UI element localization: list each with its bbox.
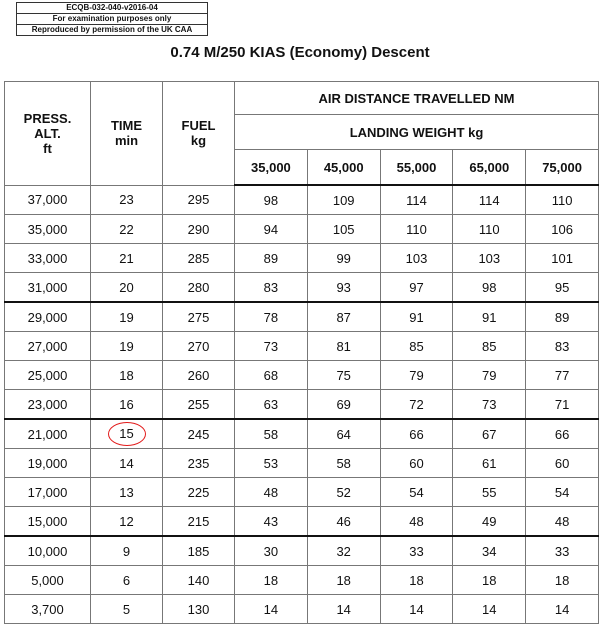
cell-air-distance: 109 (307, 185, 380, 215)
cell-air-distance: 87 (307, 302, 380, 332)
cell-time: 14 (91, 449, 163, 478)
cell-time: 20 (91, 273, 163, 303)
cell-press-alt: 15,000 (5, 507, 91, 537)
cell-fuel: 215 (163, 507, 235, 537)
cell-air-distance: 54 (380, 478, 453, 507)
cell-press-alt: 33,000 (5, 244, 91, 273)
cell-time: 13 (91, 478, 163, 507)
cell-time: 19 (91, 302, 163, 332)
stamp-permission: Reproduced by permission of the UK CAA (31, 25, 193, 34)
cell-air-distance: 52 (307, 478, 380, 507)
header-air-distance: AIR DISTANCE TRAVELLED NM (235, 82, 599, 115)
table-row (5, 595, 599, 624)
cell-fuel: 275 (163, 302, 235, 332)
cell-time: 9 (91, 536, 163, 566)
cell-air-distance: 67 (453, 419, 526, 449)
cell-air-distance: 93 (307, 273, 380, 303)
cell-air-distance: 46 (307, 507, 380, 537)
cell-air-distance: 48 (235, 478, 308, 507)
cell-air-distance: 75 (307, 361, 380, 390)
cell-air-distance: 18 (307, 566, 380, 595)
header-weight: 75,000 (526, 150, 599, 186)
cell-air-distance: 91 (453, 302, 526, 332)
cell-fuel: 245 (163, 419, 235, 449)
header-time: TIME min (91, 82, 163, 186)
cell-air-distance: 103 (380, 244, 453, 273)
cell-air-distance: 78 (235, 302, 308, 332)
cell-press-alt: 29,000 (5, 302, 91, 332)
cell-air-distance: 60 (380, 449, 453, 478)
cell-air-distance: 83 (526, 332, 599, 361)
cell-air-distance: 14 (526, 595, 599, 624)
table-row (5, 215, 599, 244)
cell-fuel: 255 (163, 390, 235, 420)
cell-air-distance: 97 (380, 273, 453, 303)
cell-air-distance: 54 (526, 478, 599, 507)
cell-fuel: 235 (163, 449, 235, 478)
descent-table (4, 81, 599, 624)
cell-air-distance: 81 (307, 332, 380, 361)
cell-press-alt: 17,000 (5, 478, 91, 507)
header-landing-weight: LANDING WEIGHT kg (235, 115, 599, 150)
cell-air-distance: 64 (307, 419, 380, 449)
cell-press-alt: 10,000 (5, 536, 91, 566)
table-row (5, 244, 599, 273)
cell-fuel: 130 (163, 595, 235, 624)
cell-air-distance: 14 (453, 595, 526, 624)
table-row (5, 536, 599, 566)
cell-time: 19 (91, 332, 163, 361)
header-weight: 65,000 (453, 150, 526, 186)
table-row (5, 478, 599, 507)
table-row (5, 361, 599, 390)
stamp-purpose: For examination purposes only (17, 14, 207, 25)
cell-time: 16 (91, 390, 163, 420)
cell-air-distance: 110 (453, 215, 526, 244)
cell-air-distance: 58 (307, 449, 380, 478)
cell-air-distance: 79 (380, 361, 453, 390)
cell-fuel: 185 (163, 536, 235, 566)
cell-air-distance: 33 (526, 536, 599, 566)
table-row (5, 332, 599, 361)
table-row (5, 185, 599, 215)
cell-air-distance: 89 (526, 302, 599, 332)
cell-air-distance: 106 (526, 215, 599, 244)
cell-air-distance: 55 (453, 478, 526, 507)
highlight-circle: 15 (108, 422, 146, 446)
cell-fuel: 140 (163, 566, 235, 595)
header-weight: 55,000 (380, 150, 453, 186)
cell-air-distance: 14 (235, 595, 308, 624)
cell-time: 21 (91, 244, 163, 273)
cell-air-distance: 91 (380, 302, 453, 332)
cell-air-distance: 48 (380, 507, 453, 537)
cell-fuel: 280 (163, 273, 235, 303)
cell-time: 12 (91, 507, 163, 537)
table-row (5, 449, 599, 478)
cell-press-alt: 3,700 (5, 595, 91, 624)
cell-press-alt: 5,000 (5, 566, 91, 595)
cell-air-distance: 79 (453, 361, 526, 390)
page-title: 0.74 M/250 KIAS (Economy) Descent (170, 44, 430, 61)
table-row (5, 273, 599, 303)
cell-air-distance: 33 (380, 536, 453, 566)
cell-time: 18 (91, 361, 163, 390)
cell-air-distance: 77 (526, 361, 599, 390)
cell-fuel: 260 (163, 361, 235, 390)
cell-air-distance: 73 (453, 390, 526, 420)
cell-air-distance: 72 (380, 390, 453, 420)
cell-air-distance: 94 (235, 215, 308, 244)
cell-fuel: 285 (163, 244, 235, 273)
cell-press-alt: 27,000 (5, 332, 91, 361)
cell-press-alt: 25,000 (5, 361, 91, 390)
cell-air-distance: 48 (526, 507, 599, 537)
table-body (5, 185, 599, 624)
cell-air-distance: 34 (453, 536, 526, 566)
cell-fuel: 270 (163, 332, 235, 361)
cell-air-distance: 95 (526, 273, 599, 303)
header-weight: 45,000 (307, 150, 380, 186)
cell-air-distance: 114 (453, 185, 526, 215)
header-fuel: FUEL kg (163, 82, 235, 186)
cell-air-distance: 83 (235, 273, 308, 303)
cell-time (91, 419, 163, 449)
cell-air-distance: 85 (453, 332, 526, 361)
cell-fuel: 290 (163, 215, 235, 244)
cell-air-distance: 98 (453, 273, 526, 303)
cell-press-alt: 35,000 (5, 215, 91, 244)
cell-air-distance: 43 (235, 507, 308, 537)
exam-stamp (16, 2, 208, 36)
cell-air-distance: 110 (380, 215, 453, 244)
cell-air-distance: 101 (526, 244, 599, 273)
table-row (5, 566, 599, 595)
cell-air-distance: 114 (380, 185, 453, 215)
cell-air-distance: 105 (307, 215, 380, 244)
cell-air-distance: 89 (235, 244, 308, 273)
cell-time: 23 (91, 185, 163, 215)
cell-air-distance: 32 (307, 536, 380, 566)
cell-air-distance: 103 (453, 244, 526, 273)
cell-air-distance: 66 (380, 419, 453, 449)
cell-air-distance: 85 (380, 332, 453, 361)
cell-fuel: 295 (163, 185, 235, 215)
table-row (5, 390, 599, 420)
cell-press-alt: 31,000 (5, 273, 91, 303)
cell-air-distance: 14 (307, 595, 380, 624)
cell-air-distance: 98 (235, 185, 308, 215)
cell-air-distance: 49 (453, 507, 526, 537)
cell-air-distance: 61 (453, 449, 526, 478)
cell-press-alt: 37,000 (5, 185, 91, 215)
cell-time: 22 (91, 215, 163, 244)
cell-time: 6 (91, 566, 163, 595)
header-weight: 35,000 (235, 150, 308, 186)
header-press-alt: PRESS. ALT. ft (5, 82, 91, 186)
table-row (5, 302, 599, 332)
cell-air-distance: 68 (235, 361, 308, 390)
cell-press-alt: 23,000 (5, 390, 91, 420)
cell-air-distance: 18 (453, 566, 526, 595)
cell-air-distance: 71 (526, 390, 599, 420)
cell-air-distance: 30 (235, 536, 308, 566)
cell-time: 5 (91, 595, 163, 624)
cell-air-distance: 63 (235, 390, 308, 420)
cell-air-distance: 18 (380, 566, 453, 595)
cell-air-distance: 66 (526, 419, 599, 449)
cell-air-distance: 110 (526, 185, 599, 215)
stamp-code: ECQB-032-040-v2016-04 (17, 3, 207, 14)
cell-air-distance: 53 (235, 449, 308, 478)
cell-air-distance: 69 (307, 390, 380, 420)
cell-press-alt: 19,000 (5, 449, 91, 478)
cell-air-distance: 99 (307, 244, 380, 273)
cell-air-distance: 18 (526, 566, 599, 595)
cell-fuel: 225 (163, 478, 235, 507)
table-row (5, 419, 599, 449)
cell-air-distance: 58 (235, 419, 308, 449)
cell-air-distance: 73 (235, 332, 308, 361)
cell-air-distance: 18 (235, 566, 308, 595)
cell-press-alt: 21,000 (5, 419, 91, 449)
table-row (5, 507, 599, 537)
cell-air-distance: 60 (526, 449, 599, 478)
cell-air-distance: 14 (380, 595, 453, 624)
